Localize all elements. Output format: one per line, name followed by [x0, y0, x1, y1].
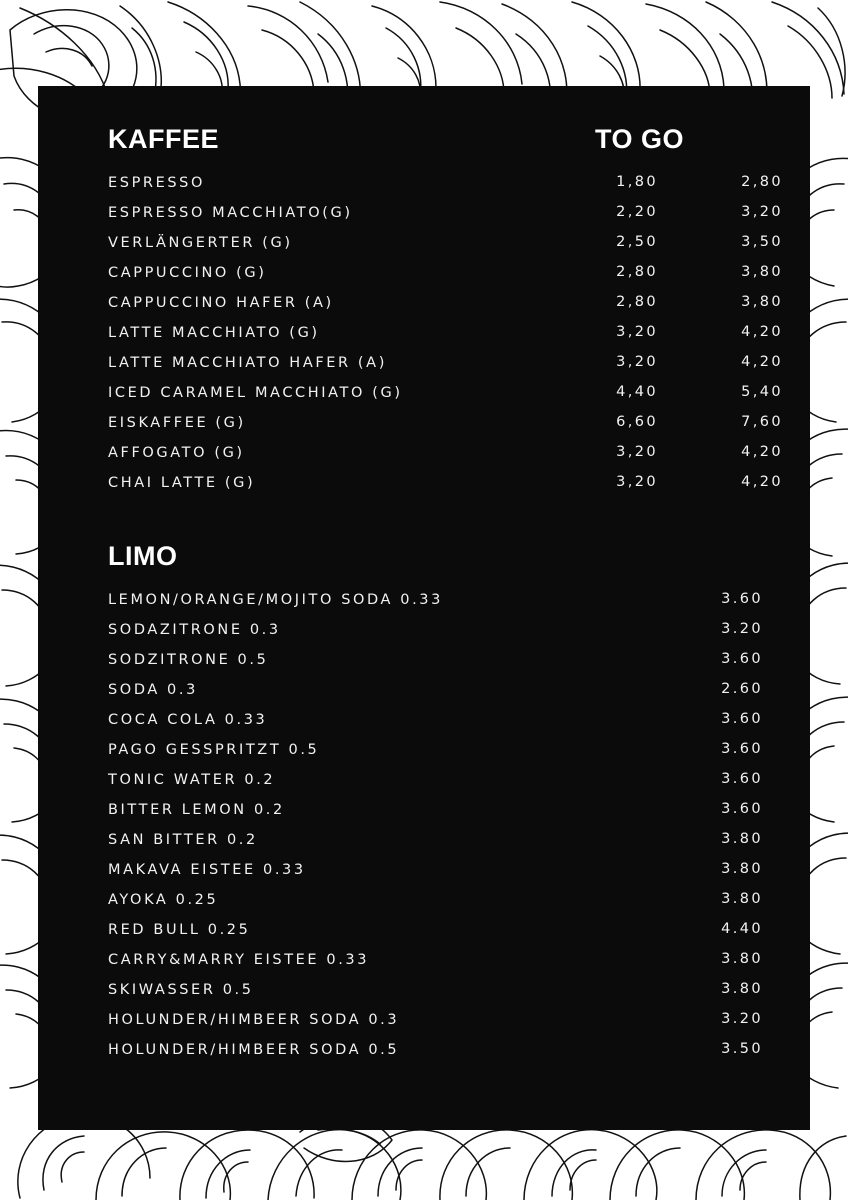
menu-item-row: [108, 437, 783, 467]
item-price-in-house: 4,40: [616, 384, 658, 400]
limo-item-list: [108, 584, 774, 1064]
item-name: SODA 0.3: [108, 682, 198, 698]
item-name: CAPPUCCINO HAFER (A): [108, 295, 334, 311]
menu-item-row: [108, 407, 783, 437]
item-name: COCA COLA 0.33: [108, 712, 268, 728]
item-price: 3.60: [721, 591, 763, 607]
menu-item-row: [108, 884, 774, 914]
item-name: ESPRESSO MACCHIATO(G): [108, 205, 353, 221]
section-limo-title: LIMO: [108, 541, 178, 571]
item-price: 3.50: [721, 1041, 763, 1057]
menu-item-row: [108, 257, 783, 287]
menu-item-row: [108, 1004, 774, 1034]
item-price: 3.60: [721, 711, 763, 727]
item-name: SKIWASSER 0.5: [108, 982, 254, 998]
item-name: VERLÄNGERTER (G): [108, 235, 293, 251]
item-name: AYOKA 0.25: [108, 892, 219, 908]
item-name: HOLUNDER/HIMBEER SODA 0.3: [108, 1012, 400, 1028]
menu-item-row: [108, 227, 783, 257]
menu-item-row: [108, 854, 774, 884]
item-price: 3.60: [721, 741, 763, 757]
menu-item-row: [108, 197, 783, 227]
item-name: ICED CARAMEL MACCHIATO (G): [108, 385, 403, 401]
item-price-to-go: 4,20: [741, 354, 783, 370]
menu-item-row: [108, 1034, 774, 1064]
item-price-in-house: 2,80: [616, 294, 658, 310]
menu-item-row: [108, 734, 774, 764]
item-name: CHAI LATTE (G): [108, 475, 256, 491]
menu-panel: [38, 86, 810, 1130]
item-price-in-house: 6,60: [616, 414, 658, 430]
item-price-in-house: 2,80: [616, 264, 658, 280]
item-name: MAKAVA EISTEE 0.33: [108, 862, 306, 878]
item-name: ESPRESSO: [108, 175, 205, 191]
item-price: 2.60: [721, 681, 763, 697]
item-price-to-go: 3,20: [741, 204, 783, 220]
item-price: 4.40: [721, 921, 763, 937]
menu-item-row: [108, 317, 783, 347]
kaffee-item-list: [108, 167, 783, 497]
item-price-in-house: 3,20: [616, 444, 658, 460]
item-price-to-go: 2,80: [741, 174, 783, 190]
item-price-to-go: 5,40: [741, 384, 783, 400]
item-name: CAPPUCCINO (G): [108, 265, 267, 281]
item-price: 3.20: [721, 621, 763, 637]
menu-item-row: [108, 347, 783, 377]
menu-item-row: [108, 794, 774, 824]
item-price-in-house: 3,20: [616, 354, 658, 370]
item-price-in-house: 3,20: [616, 474, 658, 490]
item-price: 3.60: [721, 801, 763, 817]
item-price: 3.80: [721, 861, 763, 877]
item-name: SODZITRONE 0.5: [108, 652, 269, 668]
item-price-in-house: 1,80: [616, 174, 658, 190]
item-price: 3.80: [721, 831, 763, 847]
item-name: EISKAFFEE (G): [108, 415, 246, 431]
item-price: 3.60: [721, 651, 763, 667]
item-name: SAN BITTER 0.2: [108, 832, 258, 848]
item-price-to-go: 4,20: [741, 474, 783, 490]
menu-item-row: [108, 974, 774, 1004]
menu-item-row: [108, 584, 774, 614]
item-price: 3.20: [721, 1011, 763, 1027]
item-price: 3.80: [721, 891, 763, 907]
menu-item-row: [108, 377, 783, 407]
section-kaffee: [108, 124, 783, 497]
menu-item-row: [108, 287, 783, 317]
item-name: RED BULL 0.25: [108, 922, 251, 938]
item-price-to-go: 4,20: [741, 444, 783, 460]
item-name: BITTER LEMON 0.2: [108, 802, 285, 818]
item-price: 3.80: [721, 951, 763, 967]
item-name: LATTE MACCHIATO (G): [108, 325, 320, 341]
item-price-to-go: 3,50: [741, 234, 783, 250]
item-price: 3.60: [721, 771, 763, 787]
item-price-to-go: 4,20: [741, 324, 783, 340]
menu-item-row: [108, 704, 774, 734]
menu-item-row: [108, 764, 774, 794]
section-limo: [108, 543, 774, 1064]
item-name: TONIC WATER 0.2: [108, 772, 276, 788]
item-price-in-house: 2,50: [616, 234, 658, 250]
menu-item-row: [108, 674, 774, 704]
menu-item-row: [108, 644, 774, 674]
menu-item-row: [108, 167, 783, 197]
item-price-to-go: 3,80: [741, 294, 783, 310]
section-kaffee-header: [108, 126, 774, 153]
item-name: HOLUNDER/HIMBEER SODA 0.5: [108, 1042, 400, 1058]
item-price-in-house: 2,20: [616, 204, 658, 220]
item-price-in-house: 3,20: [616, 324, 658, 340]
menu-item-row: [108, 614, 774, 644]
menu-item-row: [108, 914, 774, 944]
item-price-to-go: 3,80: [741, 264, 783, 280]
menu-item-row: [108, 944, 774, 974]
item-name: LEMON/ORANGE/MOJITO SODA 0.33: [108, 592, 443, 608]
item-name: AFFOGATO (G): [108, 445, 245, 461]
section-kaffee-title: KAFFEE: [108, 124, 219, 154]
item-price: 3.80: [721, 981, 763, 997]
section-limo-header: [108, 543, 774, 570]
item-price-to-go: 7,60: [741, 414, 783, 430]
item-name: SODAZITRONE 0.3: [108, 622, 281, 638]
item-name: PAGO GESSPRITZT 0.5: [108, 742, 320, 758]
section-kaffee-subtitle: TO GO: [595, 124, 685, 154]
menu-item-row: [108, 824, 774, 854]
item-name: LATTE MACCHIATO HAFER (A): [108, 355, 387, 371]
item-name: CARRY&MARRY EISTEE 0.33: [108, 952, 370, 968]
menu-item-row: [108, 467, 783, 497]
